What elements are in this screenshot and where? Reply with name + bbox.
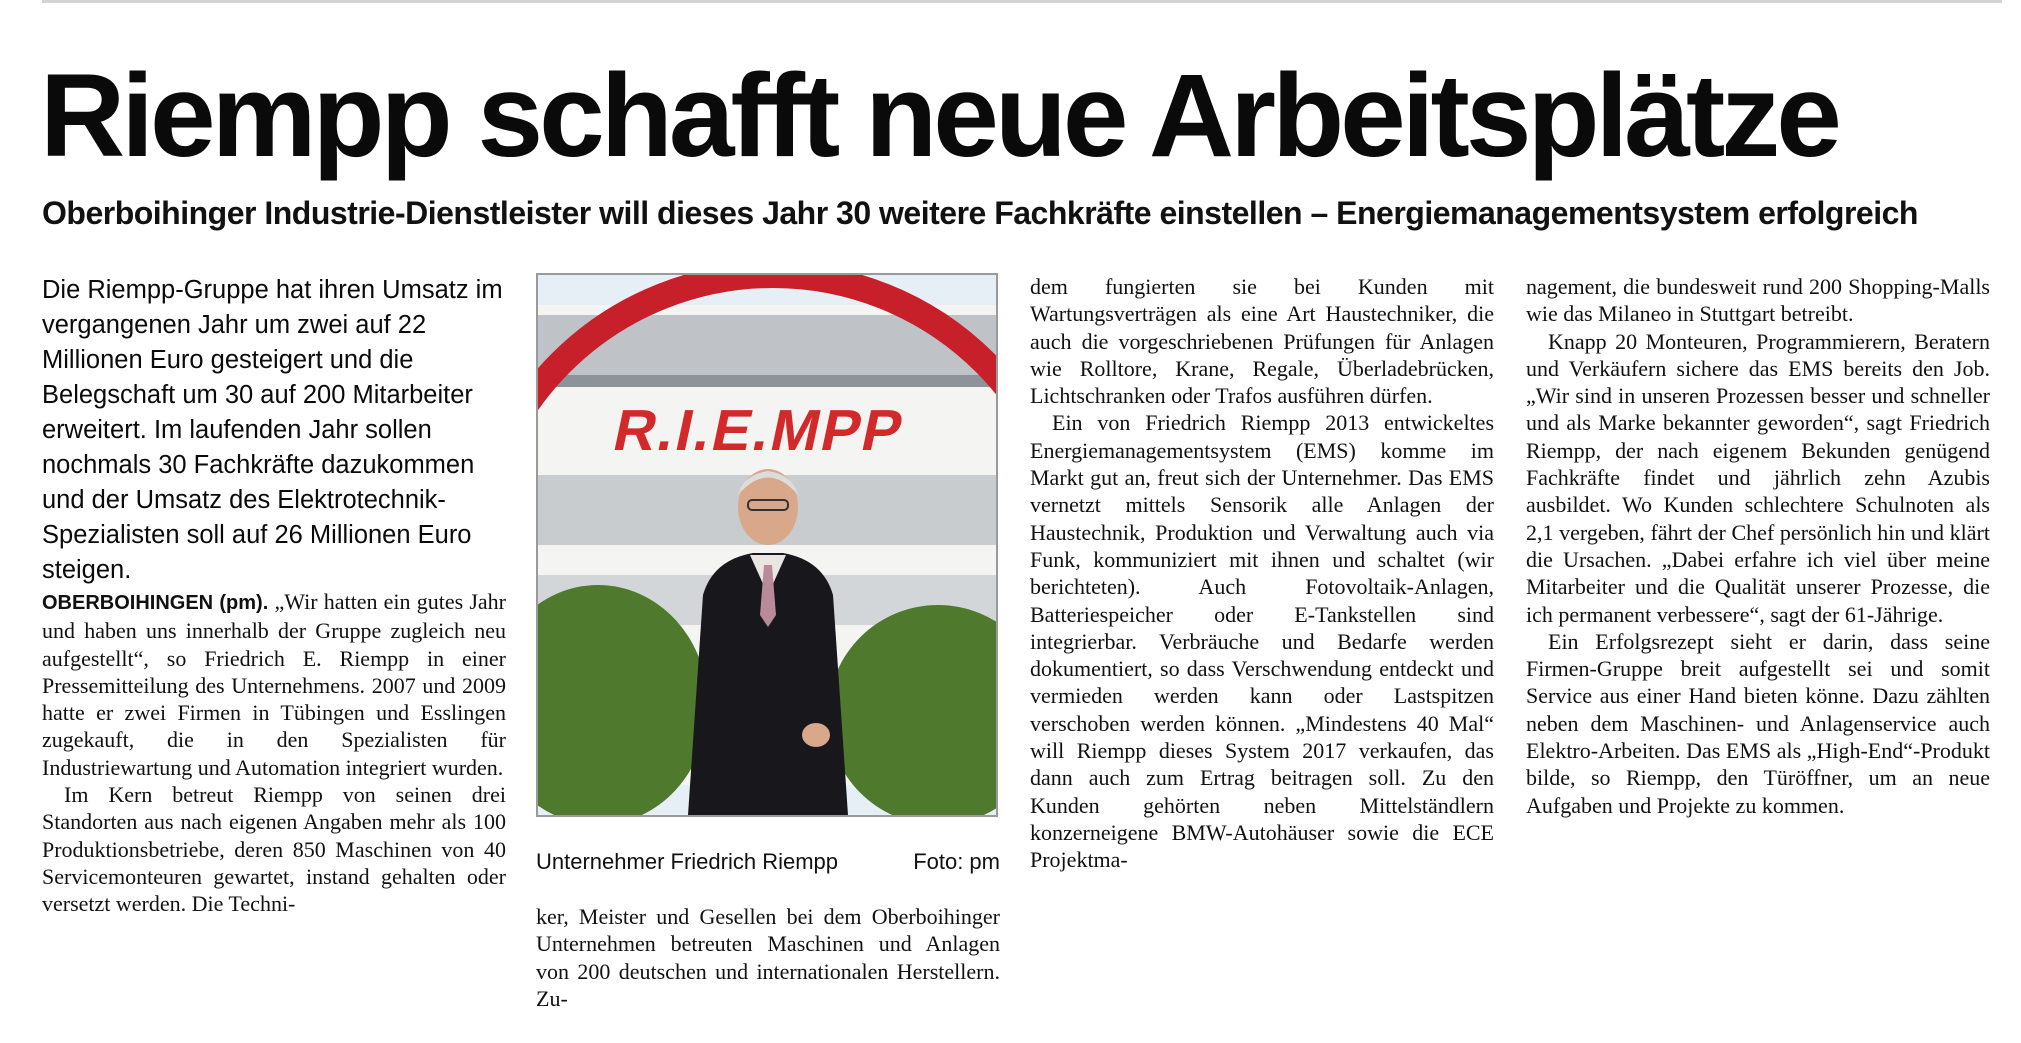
column-2 [536, 903, 1000, 1012]
paragraph-4: dem fungierten sie bei Kunden mit Wartungsverträgen als eine Art Haustechniker, die auch die vorgeschriebenen Prüfungen für Anlagen wie Rolltore, Krane, Regale, Überladebrücken, Lichtschranken oder Trafos ausführen dürfen. [1030, 274, 1494, 409]
sign-lettering: R.I.E.MPP [608, 398, 911, 463]
paragraph-7: Knapp 20 Monteuren, Programmierern, Beratern und Verkäufern sichere das EMS bereits den Job. „Wir sind in unseren Prozessen besser und schneller und als Marke bekannter geworden“, sagt Friedrich Riempp, der nach eigenem Bekunden genügend Fachkräfte findet und jährlich zehn Azubis ausbildet. Wo Kunden schlechtere Schulnoten als 2,1 vergeben, fährt der Chef persönlich hin und klärt die Ursachen. „Dabei erfahre ich viel über meine Mitarbeiter und die Qualität unserer Prozesse, die ich permanent verbessere“, sagt der 61-Jährige. [1526, 328, 1990, 627]
paragraph-6: nagement, die bundesweit rund 200 Shopping-Malls wie das Milaneo in Stuttgart betreibt. [1526, 274, 1990, 327]
subheadline: Oberboihinger Industrie-Dienstleister will dieses Jahr 30 weitere Fachkräfte einstellen – Energiemanagementsystem erfolgreich [42, 195, 1918, 231]
paragraph-3: ker, Meister und Gesellen bei dem Oberboihinger Unternehmen betreuten Maschinen und Anlagen von 200 deutschen und internationalen Herstellern. Zu- [536, 904, 1000, 1011]
paragraph-2: Im Kern betreut Riempp von seinen drei Standorten aus nach eigenen Angaben mehr als 100 Produktionsbetriebe, deren 850 Maschinen von 40 Servicemonteuren gewartet, instand gehalten oder versetzt werden. Die Techni- [42, 782, 506, 917]
paragraph-1-text: „Wir hatten ein gutes Jahr und haben uns innerhalb der Gruppe zugleich neu aufgestellt“, so Friedrich E. Riempp in einer Pressemitteilung des Unternehmens. 2007 und 2009 hatte er zwei Firmen in Tübingen und Esslingen zugekauft, die in den Spezialisten für Industriewartung und Automation integriert wurden. [42, 589, 506, 780]
dateline: OBERBOIHINGEN (pm). [42, 592, 269, 614]
column-1 [42, 273, 506, 918]
photo-illustration [538, 275, 996, 815]
person-hand [802, 723, 830, 747]
photo-caption [536, 848, 1000, 876]
headline: Riempp schafft neue Arbeitsplätze [40, 50, 1838, 182]
column-4 [1526, 273, 1990, 819]
window-sill-top [538, 375, 996, 387]
top-rule [42, 0, 2002, 3]
paragraph-5: Ein von Friedrich Riempp 2013 entwickeltes Energiemanagementsystem (EMS) komme im Markt gut an, freut sich der Unternehmer. Das EMS vernetzt mittels Sensorik alle Anlagen der Haustechnik, Produktion und Verwaltung auch via Funk, kommuniziert mit ihnen und schaltet (wir berichteten). Auch Fotovoltaik-Anlagen, Batteriespeicher oder E-Tankstellen sind integrierbar. Verbräuche und Bedarfe werden dokumentiert, so dass Verschwendung entdeckt und vermieden werden kann oder Lastspitzen verschoben werden können. „Mindestens 40 Mal“ will Riempp dieses System 2017 verkaufen, das dann auch zum Ertrag beitragen soll. Zu den Kunden gehörten neben Mittelständlern konzerneigene BMW-Autohäuser sowie die ECE Projektma- [1030, 410, 1494, 873]
photo-credit: Foto: pm [913, 849, 1000, 874]
column-3 [1030, 273, 1494, 874]
paragraph-8: Ein Erfolgsrezept sieht er darin, dass seine Firmen-Gruppe breit aufgestellt sei und somit Service aus einer Hand bieten könne. Dazu zählten neben dem Maschinen- und Anlagenservice auch Elektro-Arbeiten. Das EMS als „High-End“-Produkt bilde, so Riempp, den Türöffner, um an neue Aufgaben und Projekte zu kommen. [1526, 628, 1990, 818]
lead-paragraph: Die Riempp-Gruppe hat ihren Umsatz im vergangenen Jahr um zwei auf 22 Millionen Euro gesteigert und die Belegschaft um 30 auf 200 Mitarbeiter erweitert. Im laufenden Jahr sollen nochmals 30 Fachkräfte dazukommen und der Umsatz des Elektrotechnik-Spezialisten soll auf 26 Millionen Euro steigen. [42, 276, 503, 584]
caption-text: Unternehmer Friedrich Riempp [536, 849, 838, 874]
paragraph-1 [42, 588, 506, 781]
photo [536, 273, 998, 817]
